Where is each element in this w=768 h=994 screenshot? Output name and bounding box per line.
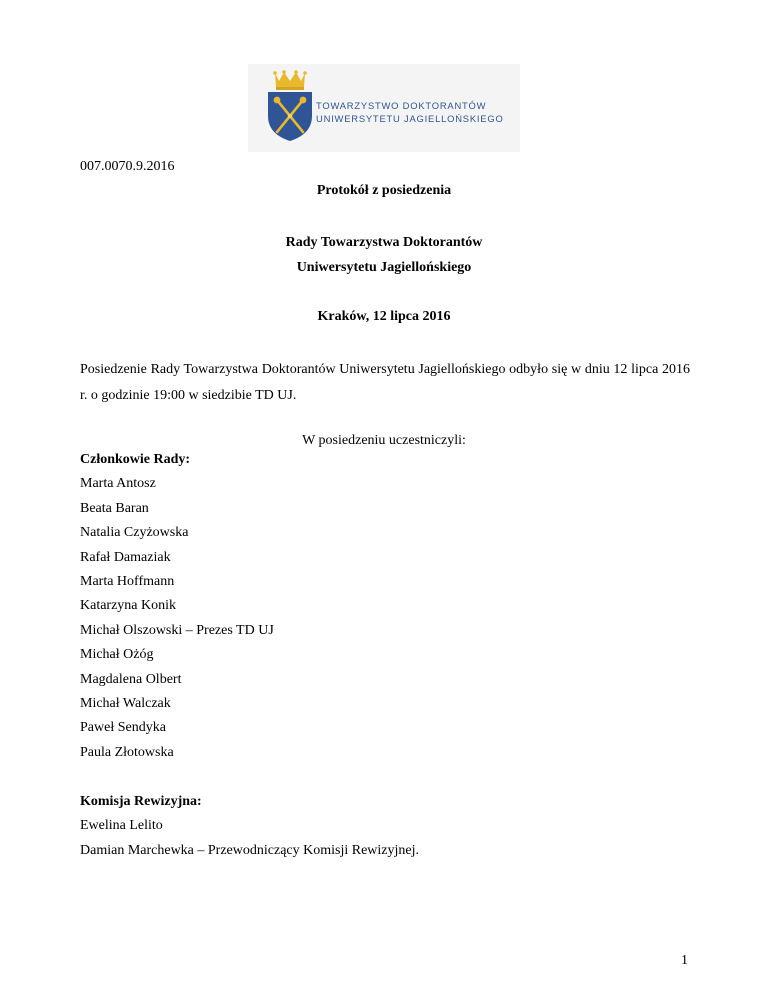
list-item: Magdalena Olbert xyxy=(80,671,182,687)
list-item: Marta Hoffmann xyxy=(80,573,175,589)
attendees-heading: W posiedzeniu uczestniczyli: xyxy=(302,433,466,448)
council-heading: Członkowie Rady: xyxy=(80,452,191,467)
list-item: Katarzyna Konik xyxy=(80,598,177,614)
list-item: Paula Złotowska xyxy=(80,744,174,760)
list-item: Paweł Sendyka xyxy=(80,720,166,736)
council-members-list xyxy=(80,472,274,765)
list-item: Michał Ożóg xyxy=(80,647,154,663)
crest-icon xyxy=(266,70,314,142)
list-item: Ewelina Lelito xyxy=(80,818,163,834)
council-section xyxy=(80,448,274,765)
intro-paragraph: Posiedzenie Rady Towarzystwa Doktorantów Uniwersytetu Jagiellońskiego odbyło się w dniu 12 lipca 2016 r. o godzinie 19:00 w siedzibie TD UJ. xyxy=(80,362,690,403)
document-subtitle-line2: Uniwersytetu Jagiellońskiego xyxy=(296,260,472,275)
logo-text-line1: TOWARZYSTWO DOKTORANTÓW xyxy=(316,100,487,111)
document-subtitle-line1: Rady Towarzystwa Doktorantów xyxy=(285,235,483,250)
list-item: Michał Olszowski – Prezes TD UJ xyxy=(80,622,274,638)
list-item: Beata Baran xyxy=(80,500,149,516)
logo-text-line2: UNIWERSYTETU JAGIELLOŃSKIEGO xyxy=(316,113,504,124)
list-item: Marta Antosz xyxy=(80,476,156,492)
audit-committee-heading: Komisja Rewizyjna: xyxy=(80,794,202,809)
place-and-date: Kraków, 12 lipca 2016 xyxy=(317,309,451,324)
page-number: 1 xyxy=(681,953,688,968)
audit-committee-members-list xyxy=(80,814,419,863)
list-item: Michał Walczak xyxy=(80,695,171,711)
organization-logo xyxy=(248,64,520,152)
list-item: Rafał Damaziak xyxy=(80,549,171,565)
document-title: Protokół z posiedzenia xyxy=(316,183,452,198)
audit-committee-section xyxy=(80,790,419,863)
list-item: Damian Marchewka – Przewodniczący Komisji Rewizyjnej. xyxy=(80,842,420,858)
document-number: 007.0070.9.2016 xyxy=(80,159,175,174)
list-item: Natalia Czyżowska xyxy=(80,525,189,541)
